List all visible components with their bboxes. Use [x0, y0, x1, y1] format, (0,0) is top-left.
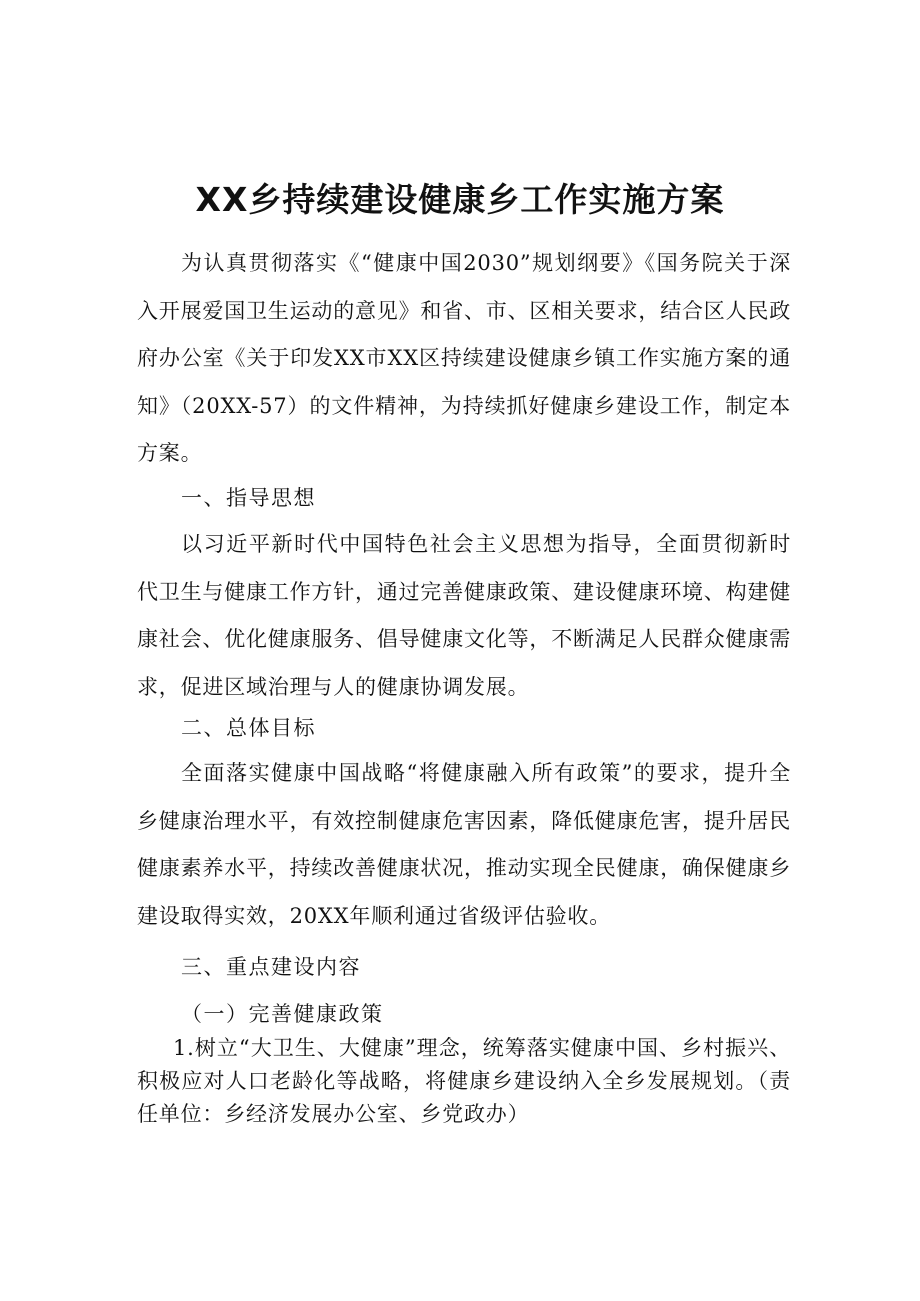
list-item: 1.树立“大卫生、大健康”理念，统筹落实健康中国、乡村振兴、积极应对人口老龄化等战略，将健康乡建设纳入全乡发展规划。（责任单位：乡经济发展办公室、乡党政办） [137, 1036, 791, 1126]
section-heading-key-content: 三、重点建设内容 [181, 955, 361, 979]
section-heading-guiding-ideology: 一、指导思想 [181, 486, 316, 510]
section-body-guiding-ideology: 以习近平新时代中国特色社会主义思想为指导，全面贯彻新时代卫生与健康工作方针，通过完善健康政策、建设健康环境、构建健康社会、优化健康服务、倡导健康文化等，不断满足人民群众健康需求，促进区域治理与人的健康协调发展。 [137, 532, 791, 699]
section-body-overall-goal: 全面落实健康中国战略“将健康融入所有政策”的要求，提升全乡健康治理水平，有效控制健康危害因素，降低健康危害，提升居民健康素养水平，持续改善健康状况，推动实现全民健康，确保健康乡建设取得实效，20XX年顺利通过省级评估验收。 [137, 761, 791, 928]
section-heading-overall-goal: 二、总体目标 [181, 716, 316, 740]
intro-paragraph: 为认真贯彻落实《“健康中国2030”规划纲要》《国务院关于深入开展爱国卫生运动的意见》和省、市、区相关要求，结合区人民政府办公室《关于印发XX市XX区持续建设健康乡镇工作实施方案的通知》（20XX-57）的文件精神，为持续抓好健康乡建设工作，制定本方案。 [137, 251, 791, 465]
document-title: XX乡持续建设健康乡工作实施方案 [195, 180, 725, 219]
subsection-heading-health-policy: （一）完善健康政策 [181, 1002, 384, 1026]
